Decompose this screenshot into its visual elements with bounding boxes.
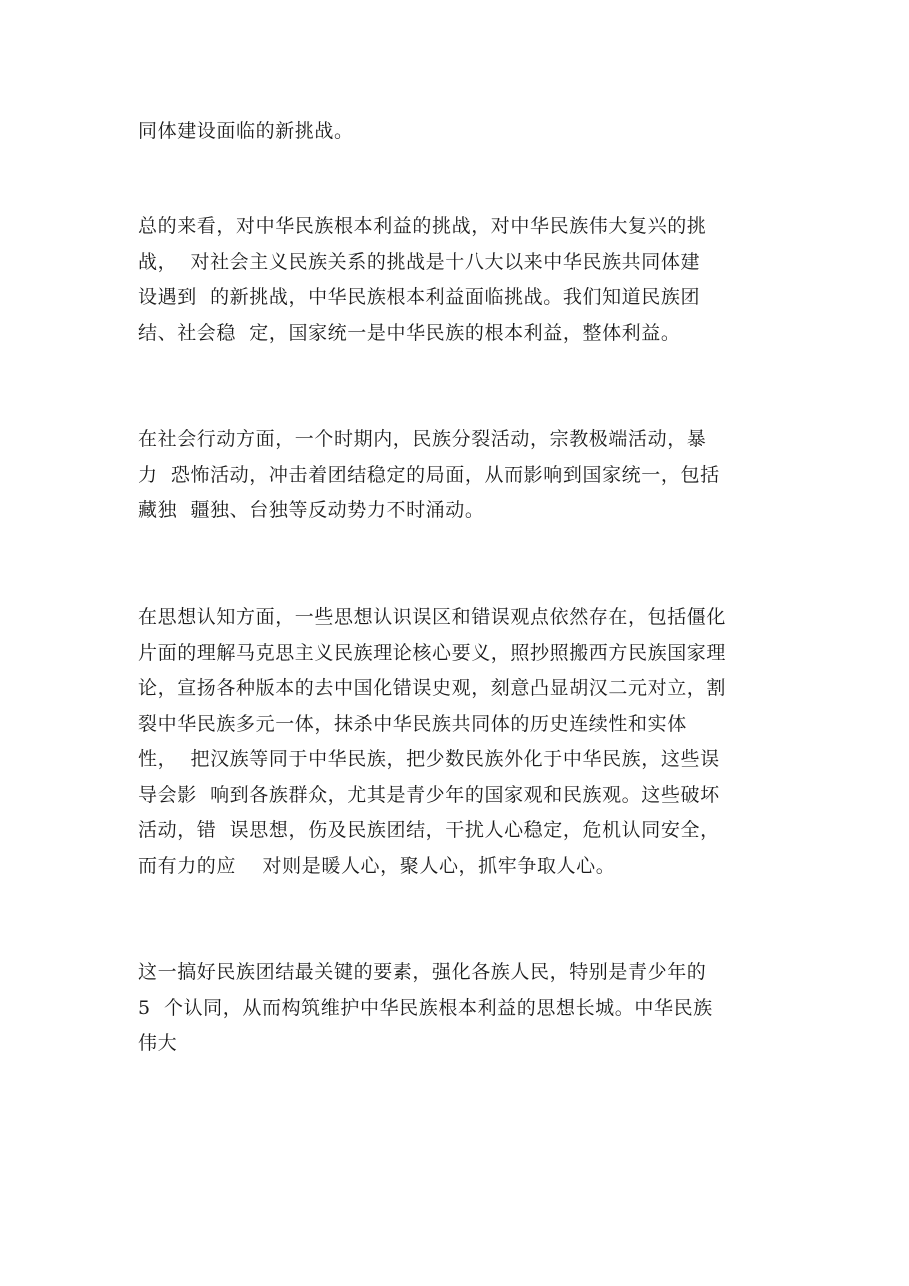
paragraph-line: 力 恐怖活动，冲击着团结稳定的局面，从而影响到国家统一，包括 [138, 463, 720, 486]
paragraph-line: 在思想认知方面，一些思想认识误区和错误观点依然存在，包括僵化 [138, 606, 727, 628]
paragraph-line: 在社会行动方面，一个时期内，民族分裂活动，宗教极端活动，暴 [138, 428, 707, 450]
paragraph-line: 同体建设面临的新挑战。 [138, 120, 354, 142]
paragraph-line: 总的来看，对中华民族根本利益的挑战，对中华民族伟大复兴的挑 [138, 215, 707, 237]
paragraph-line: 伟大 [138, 1032, 178, 1054]
paragraph-5 [138, 955, 788, 1062]
paragraph-line: 导会影 响到各族群众，尤其是青少年的国家观和民族观。这些破坏 [138, 783, 720, 806]
paragraph-line: 活动，错 误思想，伤及民族团结，干扰人心稳定，危机认同安全， [138, 819, 720, 841]
paragraph-2 [138, 209, 788, 351]
paragraph-line: 设遇到 的新挑战，中华民族根本利益面临挑战。我们知道民族团 [138, 286, 701, 308]
paragraph-line: 结、社会稳 定，国家统一是中华民族的根本利益，整体利益。 [138, 321, 681, 344]
paragraph-line: 裂中华民族多元一体，抹杀中华民族共同体的历史连续性和实体 [138, 712, 687, 735]
paragraph-line: 战， 对社会主义民族关系的挑战是十八大以来中华民族共同体建 [138, 250, 701, 273]
paragraph-4 [138, 600, 788, 884]
paragraph-line: 论，宣扬各种版本的去中国化错误史观，刻意凸显胡汉二元对立，割 [138, 677, 727, 699]
paragraph-line: 片面的理解马克思主义民族理论核心要义，照抄照搬西方民族国家理 [138, 641, 727, 664]
paragraph-3 [138, 422, 788, 529]
paragraph-1 [138, 114, 788, 150]
paragraph-line: 藏独 疆独、台独等反动势力不时涌动。 [138, 499, 485, 521]
paragraph-line: 性， 把汉族等同于中华民族，把少数民族外化于中华民族，这些误 [138, 748, 720, 770]
paragraph-line: 而有力的应 对则是暖人心，聚人心，抓牢争取人心。 [138, 854, 616, 877]
paragraph-line: 5 个认同，从而构筑维护中华民族根本利益的思想长城。中华民族 [138, 996, 713, 1019]
paragraph-line: 这一搞好民族团结最关键的要素，强化各族人民，特别是青少年的 [138, 961, 707, 983]
